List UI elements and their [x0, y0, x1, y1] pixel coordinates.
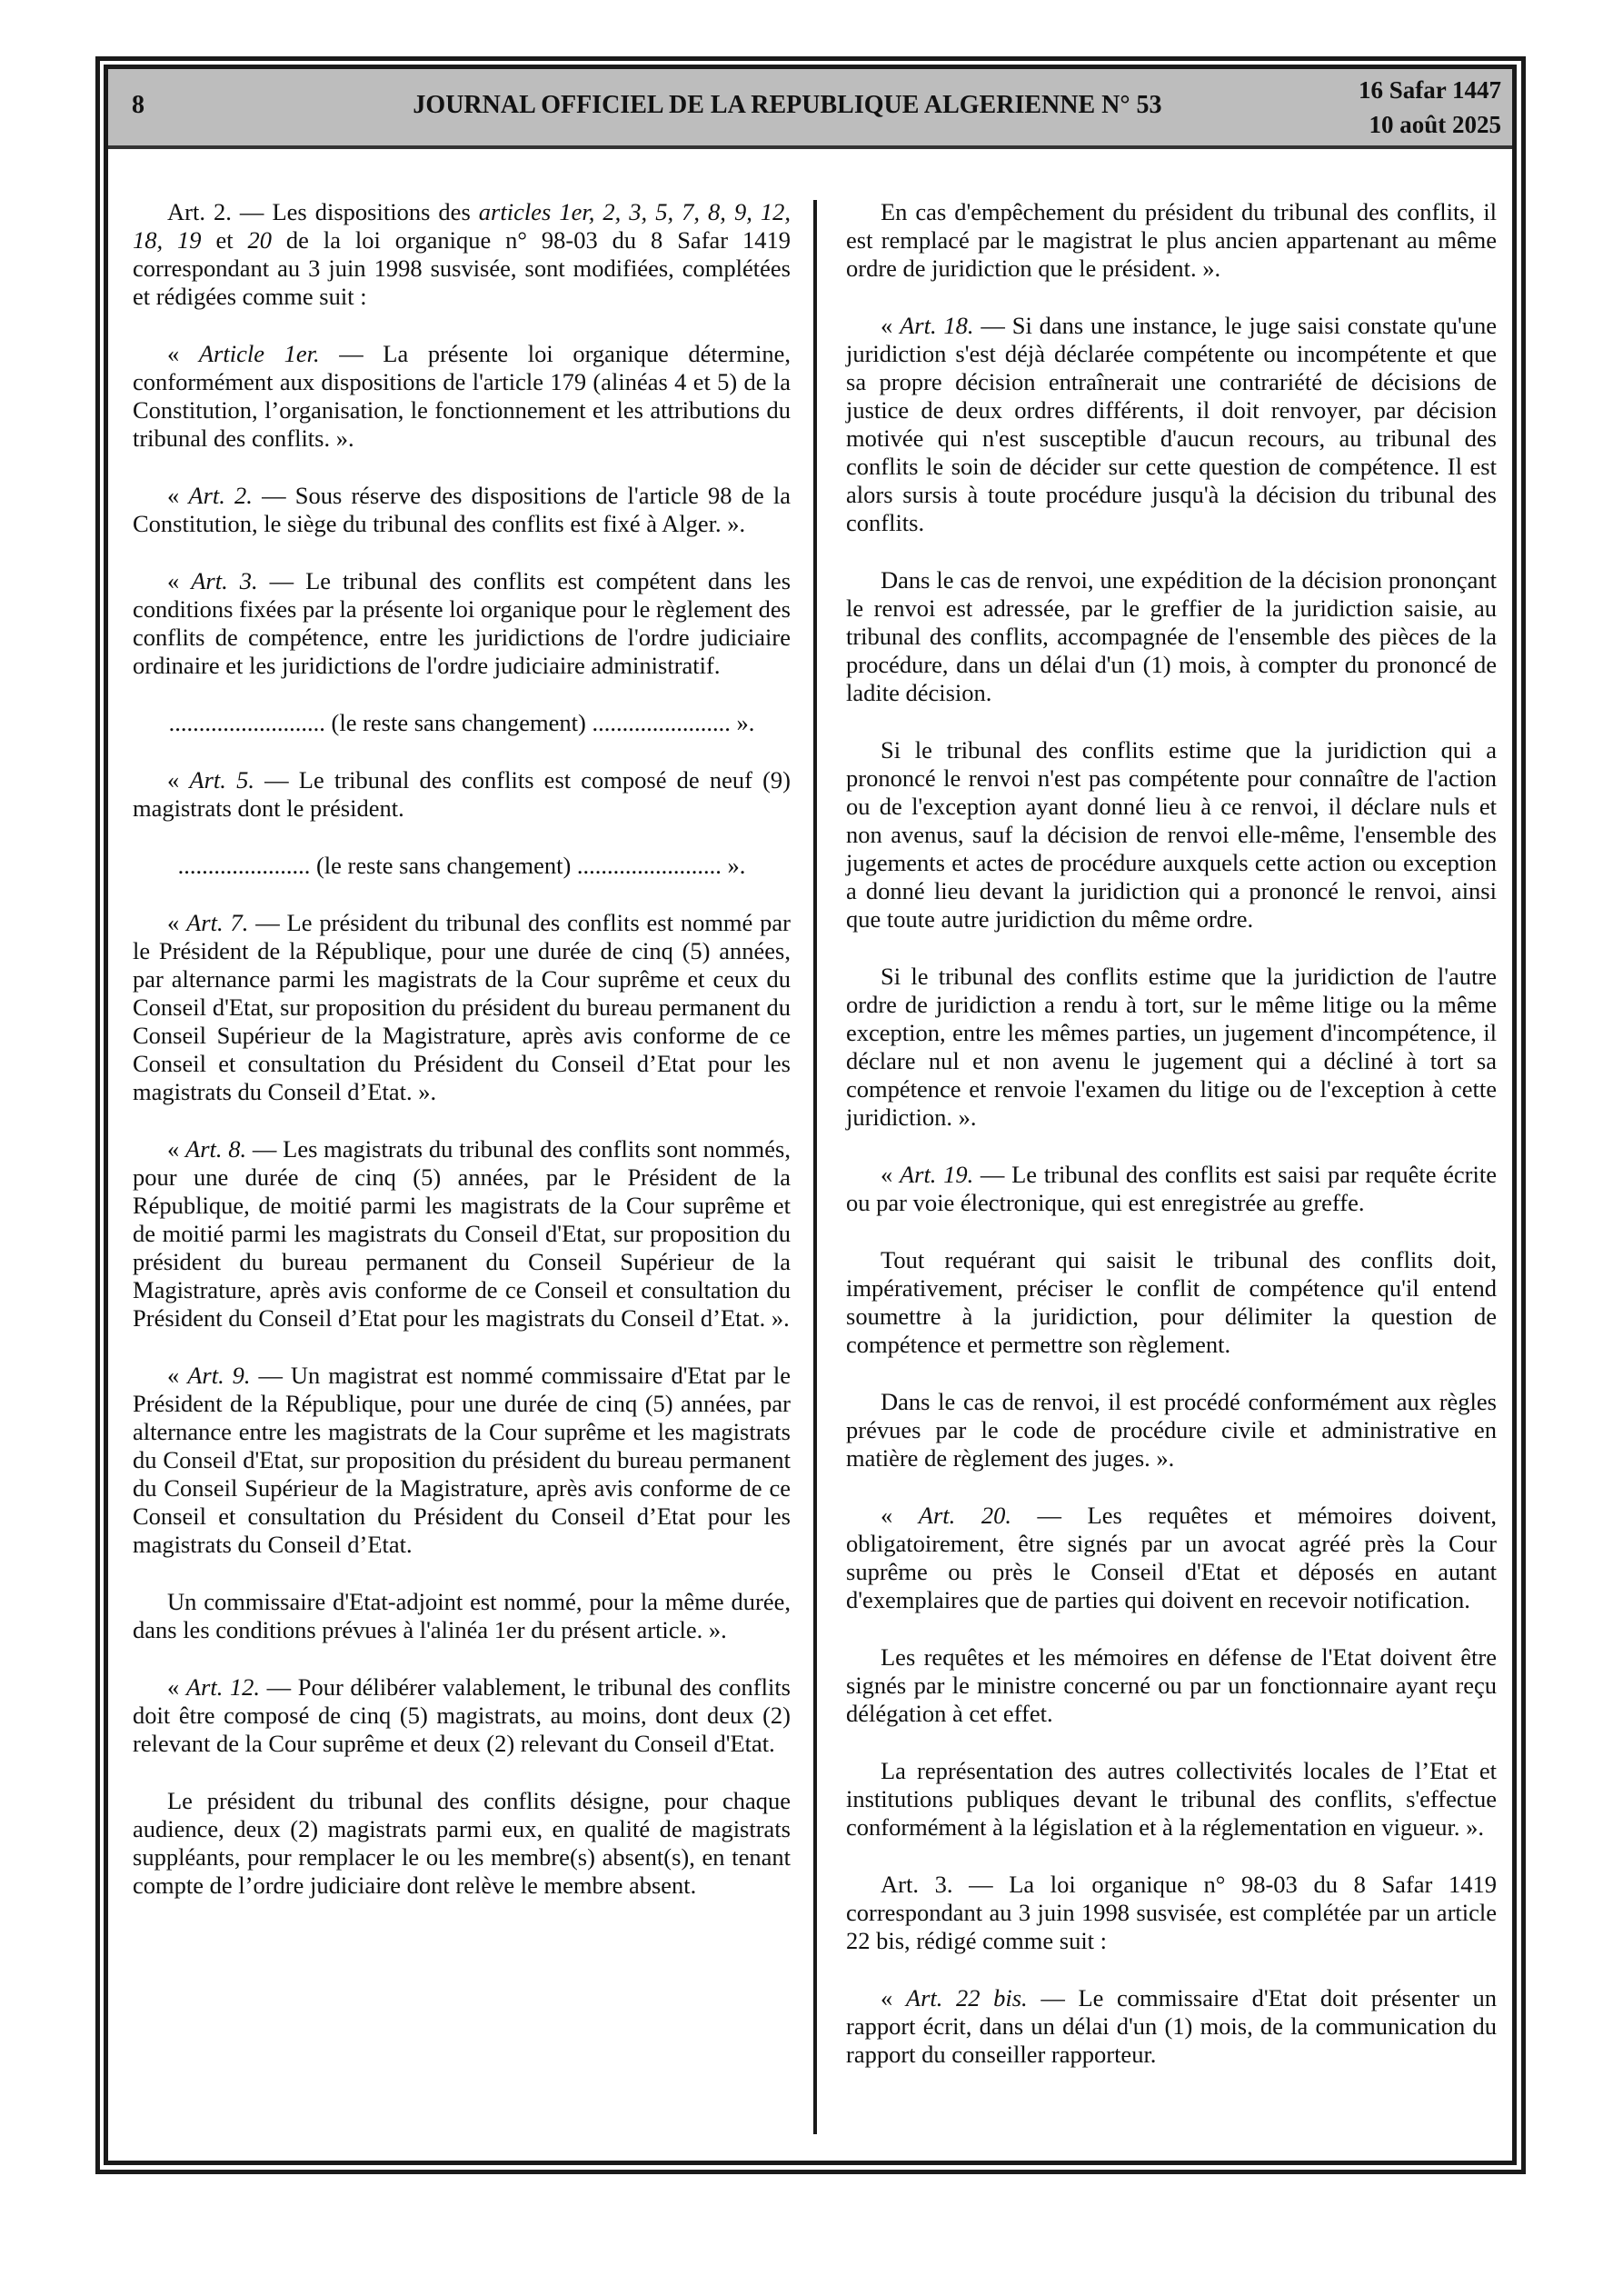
article-ref: Art. 2. [188, 482, 253, 509]
paragraph [133, 482, 791, 538]
paragraph-text: de la loi organique n° 98-03 du 8 Safar 1419 correspondant au 3 juin 1998 susvisée, sont modifiées, complétées et rédigées comme suit : [133, 226, 792, 310]
paragraph-text: — Sous réserve des dispositions de l'article 98 de la Constitution, le siège du tribunal des conflits est fixé à Alger. ». [133, 482, 791, 537]
paragraph-text: « [881, 312, 901, 339]
paragraph-text: Art. 2. — Les dispositions des [167, 198, 479, 225]
paragraph [133, 198, 791, 311]
paragraph-text: Si le tribunal des conflits estime que la juridiction de l'autre ordre de juridiction a rendu à tort, sur le même litige ou la même exception, entre les mêmes parties, un jugement d'incompétence, il déclare nul et non avenu le jugement qui a décliné à tort sa compétence et renvoie l'examen du litige ou de l'exception à cette juridiction. ». [846, 963, 1497, 1131]
page-number: 8 [132, 91, 144, 119]
paragraph-text: — Les magistrats du tribunal des conflits sont nommés, pour une durée de cinq (5) années, par le Président de la République, de moitié parmi les magistrats de la Cour suprême et de moitié parmi les magistrats du Conseil d'Etat, sur proposition du président du bureau permanent du Conseil Supérieur de la Magistrature, après avis conforme de ce Conseil et consultation du Président du Conseil d’Etat pour les magistrats du Conseil d’Etat. ». [133, 1135, 791, 1332]
paragraph [133, 709, 791, 737]
article-ref: Art. 8. [185, 1135, 247, 1163]
left-column [133, 198, 791, 1929]
article-ref: Art. 5. [189, 766, 254, 794]
paragraph [846, 1502, 1497, 1614]
paragraph-text: — Si dans une instance, le juge saisi constate qu'une juridiction s'est déjà déclarée compétente ou incompétente et que sa propre décision entraînerait une contrariété de décisions de justice de deux ordres différents, il doit renvoyer, par décision motivée qui n'est susceptible d'aucun recours, au tribunal des conflits le soin de décider sur cette question de compétence. Il est alors sursis à toute procédure jusqu'à la décision du tribunal des conflits. [846, 312, 1498, 536]
paragraph-text: Dans le cas de renvoi, il est procédé conformément aux règles prévues par le code de procédure civile et administrative en matière de règlement des juges. ». [846, 1388, 1497, 1472]
paragraph [846, 1984, 1497, 2069]
paragraph [846, 736, 1497, 933]
paragraph [846, 1388, 1497, 1472]
paragraph-text: « [167, 1362, 188, 1389]
paragraph-text: Tout requérant qui saisit le tribunal des conflits doit, impérativement, préciser le conflit de compétence qu'il entend soumettre à la juridiction, pour délimiter la question de compétence et permettre son règlement. [846, 1246, 1497, 1358]
paragraph-text: — Pour délibérer valablement, le tribunal des conflits doit être composé de cinq (5) magistrats, au moins, dont deux (2) relevant de la Cour suprême et deux (2) relevant du Conseil d'Etat. [133, 1673, 791, 1757]
paragraph [846, 566, 1497, 707]
paragraph-text: — Le président du tribunal des conflits est nommé par le Président de la République, pour une durée de cinq (5) années, par alternance parmi les magistrats de la Cour suprême et ceux du Conseil d'Etat, sur proposition du président du bureau permanent du Conseil Supérieur de la Magistrature, après avis conforme de ce Conseil et consultation du Président du Conseil d’Etat pour les magistrats du Conseil d’Etat. ». [133, 909, 791, 1105]
paragraph [133, 340, 791, 453]
date-gregorian: 10 août 2025 [1369, 111, 1501, 138]
article-ref: Art. 12. [185, 1673, 261, 1701]
article-ref: Art. 3. [191, 567, 258, 594]
paragraph [133, 909, 791, 1106]
journal-header [108, 69, 1512, 149]
paragraph-text: — Les requêtes et mémoires doivent, obligatoirement, être signés par un avocat agréé près la Cour suprême ou près le Conseil d'Etat et déposés en autant d'exemplaires que de parties qui doivent en recevoir notification. [846, 1502, 1497, 1613]
paragraph-text: — Le tribunal des conflits est composé de neuf (9) magistrats dont le président. [133, 766, 791, 822]
date-hijri: 16 Safar 1447 [1358, 76, 1501, 104]
paragraph [846, 312, 1497, 537]
paragraph-text: — La présente loi organique détermine, conformément aux dispositions de l'article 179 (alinéas 4 et 5) de la Constitution, l’organisation, le fonctionnement et les attributions du tribunal des conflits. ». [133, 340, 791, 452]
article-ref: Art. 19. [899, 1161, 974, 1188]
issue-date [1359, 73, 1501, 142]
paragraph [133, 567, 791, 680]
paragraph-text: Art. 3. — La loi organique n° 98-03 du 8 Safar 1419 correspondant au 3 juin 1998 susvisée, est complétée par un article 22 bis, rédigé comme suit : [846, 1871, 1497, 1954]
paragraph-text: « [881, 1984, 906, 2011]
paragraph-text: — Le tribunal des conflits est compétent dans les conditions fixées par la présente loi organique pour le règlement des conflits de compétence, entre les juridictions de l'ordre judiciaire ordinaire et les juridictions de l'ordre judiciaire administratif. [133, 567, 792, 679]
paragraph-text: Dans le cas de renvoi, une expédition de la décision prononçant le renvoi est adressée, par le greffier de la juridiction saisie, au tribunal des conflits, accompagnée de l'ensemble des pièces de la procédure, dans un délai d'un (1) mois, à compter du prononcé de ladite décision. [846, 566, 1497, 706]
paragraph-text: « [167, 909, 187, 936]
paragraph [846, 1757, 1497, 1842]
article-ref: Art. 18. [900, 312, 974, 339]
paragraph-text: « [167, 1135, 186, 1163]
paragraph [133, 1588, 791, 1644]
paragraph-text: ...................... (le reste sans changement) ........................ ». [177, 852, 746, 879]
paragraph [133, 1787, 791, 1900]
paragraph [133, 766, 791, 823]
paragraph-text: La représentation des autres collectivités locales de l’Etat et institutions publiques devant le tribunal des conflits, s'effectue conformément à la législation et à la réglementation en vigueur. ». [846, 1757, 1497, 1841]
paragraph-text: « [167, 567, 192, 594]
paragraph [846, 1246, 1497, 1359]
paragraph [133, 1362, 791, 1559]
paragraph-text: Les requêtes et les mémoires en défense de l'Etat doivent être signés par le ministre concerné ou par un fonctionnaire ayant reçu délégation à cet effet. [846, 1643, 1497, 1727]
paragraph-text: — Le tribunal des conflits est saisi par requête écrite ou par voie électronique, qui est enregistrée au greffe. [846, 1161, 1497, 1216]
article-ref: Art. 9. [187, 1362, 251, 1389]
paragraph-text: Le président du tribunal des conflits désigne, pour chaque audience, deux (2) magistrats parmi eux, en qualité de magistrats suppléants, pour remplacer le ou les membre(s) absent(s), en tenant compte de l’ordre judiciaire dont relève le membre absent. [133, 1787, 791, 1899]
paragraph [133, 1135, 791, 1333]
right-column [846, 198, 1497, 2098]
paragraph [133, 1673, 791, 1758]
article-ref: 20 [247, 226, 272, 254]
journal-title: JOURNAL OFFICIEL DE LA REPUBLIQUE ALGERIENNE N° 53 [413, 91, 1162, 119]
column-divider [813, 200, 817, 2134]
paragraph-text: « [167, 340, 199, 367]
paragraph-text: « [167, 1673, 186, 1701]
article-ref: Article 1er. [198, 340, 320, 367]
paragraph-text: « [167, 482, 189, 509]
paragraph [846, 963, 1497, 1132]
paragraph [846, 1161, 1497, 1217]
paragraph [846, 198, 1497, 283]
paragraph-text: — Le commissaire d'Etat doit présenter un rapport écrit, dans un délai d'un (1) mois, de la communication du rapport du conseiller rapporteur. [846, 1984, 1498, 2068]
paragraph [133, 852, 791, 880]
paragraph [846, 1871, 1497, 1955]
paragraph-text: En cas d'empêchement du président du tribunal des conflits, il est remplacé par le magistrat le plus ancien appartenant au même ordre de juridiction que le président. ». [846, 198, 1497, 282]
article-ref: Art. 20. [918, 1502, 1011, 1529]
paragraph [846, 1643, 1497, 1728]
article-ref: Art. 7. [186, 909, 249, 936]
paragraph-text: et [201, 226, 248, 254]
paragraph-text: « [881, 1161, 900, 1188]
paragraph-text: « [881, 1502, 919, 1529]
paragraph-text: Un commissaire d'Etat-adjoint est nommé, pour la même durée, dans les conditions prévues à l'alinéa 1er du présent article. ». [133, 1588, 791, 1643]
paragraph-text: Si le tribunal des conflits estime que la juridiction qui a prononcé le renvoi n'est pas compétente pour connaître de l'action ou de l'exception ayant donné lieu à ce renvoi, il déclare nuls et non avenus, sauf la décision de renvoi elle-même, l'ensemble des jugements et actes de procédure auxquels cette action ou exception a donné lieu devant la juridiction qui a prononcé le renvoi, ainsi que toute autre juridiction du même ordre. [846, 736, 1497, 933]
paragraph-text: .......................... (le reste sans changement) ....................... ». [168, 709, 755, 736]
article-ref: Art. 22 bis. [905, 1984, 1028, 2011]
article-ref: articles 1er, 2, 3, 5, 7, 8, 9, 12, 18, 19 [133, 198, 791, 254]
paragraph-text: « [167, 766, 190, 794]
paragraph-text: — Un magistrat est nommé commissaire d'Etat par le Président de la République, pour une durée de cinq (5) années, par alternance entre les magistrats de la Cour suprême et les magistrats du Conseil d'Etat, sur proposition du président du bureau permanent du Conseil Supérieur de la Magistrature, après avis conforme de ce Conseil et consultation du Président du Conseil d’Etat pour les magistrats du Conseil d’Etat. [133, 1362, 791, 1558]
